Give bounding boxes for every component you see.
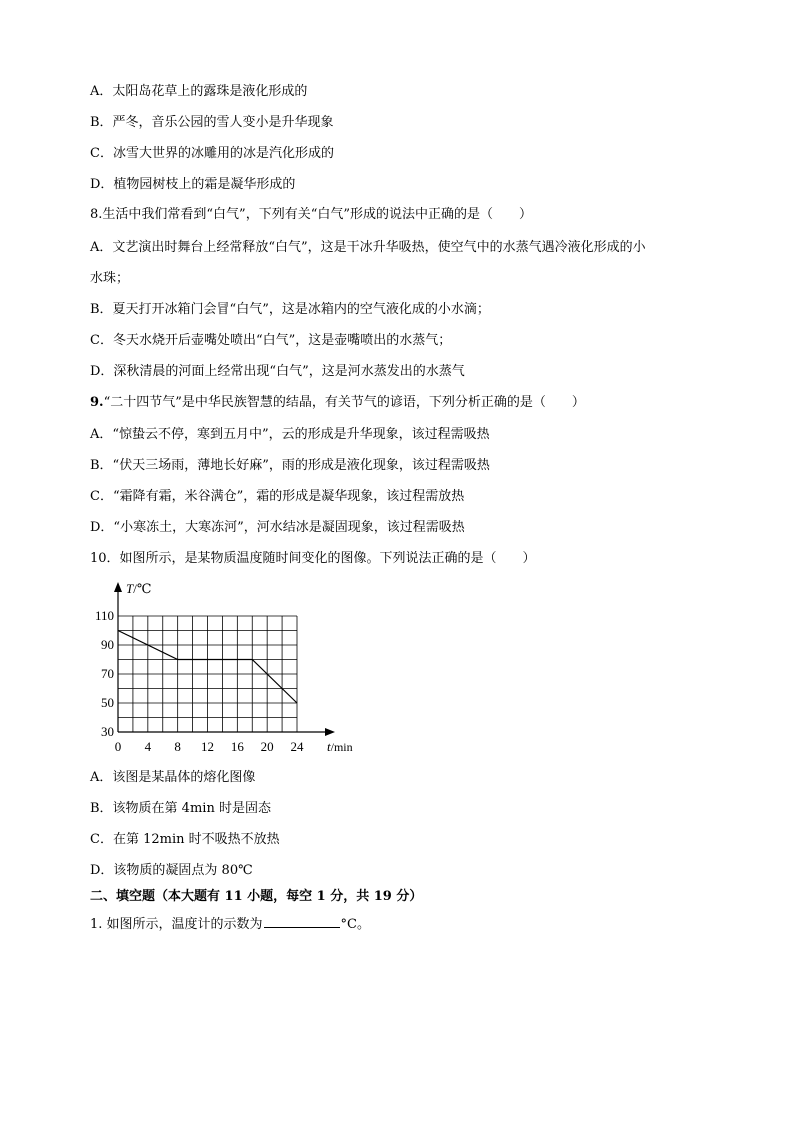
q7-option-b: B．严冬，音乐公园的雪人变小是升华现象 [90,115,334,130]
q10-option-d: D．该物质的凝固点为 80℃ [90,863,253,878]
q8-option-d: D．深秋清晨的河面上经常出现“白气”，这是河水蒸发出的水蒸气 [90,364,465,379]
q7-option-c: C．冰雪大世界的冰雕用的冰是汽化形成的 [90,146,334,161]
x-axis-title [327,739,353,754]
section2-q1 [90,915,370,933]
y-axis-title [126,581,151,596]
answer-blank[interactable] [264,915,340,928]
x-axis-unit: /min [330,740,353,754]
chart-grid [118,616,297,732]
q10-stem: 10．如图所示，是某物质温度随时间变化的图像。下列说法正确的是（ ） [90,551,536,566]
x-tick-label: 16 [230,739,244,754]
q9-stem-line [90,395,585,411]
x-tick-label: 24 [290,739,304,754]
x-tick-label: 8 [174,739,181,754]
x-axis-var: t [327,739,331,754]
y-axis-unit: /℃ [133,581,152,596]
section2-q1-suffix: °C。 [340,917,370,932]
q8-stem: 8.生活中我们常看到“白气”，下列有关“白气”形成的说法中正确的是（ ） [90,207,532,222]
q9-option-c: C．“霜降有霜，米谷满仓”，霜的形成是凝华现象，该过程需放热 [90,489,465,504]
y-tick-label: 90 [101,637,114,652]
x-tick-label: 0 [114,739,122,754]
q7-option-d: D．植物园树枝上的霜是凝华形成的 [90,177,296,192]
y-tick-label: 110 [94,608,114,623]
y-tick-label: 50 [101,695,114,710]
x-tick-label: 12 [201,739,214,754]
q10-option-a: A．该图是某晶体的熔化图像 [90,770,256,785]
q10-option-b: B．该物质在第 4min 时是固态 [90,801,271,816]
q8-option-a-line2: 水珠； [90,271,130,286]
y-tick-label: 70 [101,666,114,681]
y-tick-label: 30 [101,724,114,739]
q9-option-d: D．“小寒冻土，大寒冻河”，河水结冰是凝固现象，该过程需吸热 [90,520,465,535]
section2-q1-prefix: 1. 如图所示，温度计的示数为 [90,917,263,932]
y-axis-var: T [126,581,134,596]
q7-option-a: A．太阳岛花草上的露珠是液化形成的 [90,84,308,99]
x-tick-label: 20 [260,739,274,754]
temperature-time-chart [88,576,368,756]
section2-title: 二、填空题（本大题有 11 小题，每空 1 分，共 19 分） [90,889,423,904]
q9-stem: “二十四节气”是中华民族智慧的结晶，有关节气的谚语，下列分析正确的是（ ） [103,395,585,410]
q8-option-b: B．夏天打开冰箱门会冒“白气”，这是冰箱内的空气液化成的小水滴； [90,302,490,317]
q9-option-a: A．“惊蛰云不停，寒到五月中”，云的形成是升华现象，该过程需吸热 [90,427,490,442]
q9-option-b: B．“伏天三场雨，薄地长好麻”，雨的形成是液化现象，该过程需吸热 [90,458,490,473]
x-axis-arrow [325,728,335,736]
q8-option-c: C．冬天水烧开后壶嘴处喷出“白气”，这是壶嘴喷出的水蒸气； [90,333,452,348]
x-tick-label: 4 [144,739,152,754]
y-axis-arrow [114,582,122,592]
q9-number: 9. [90,395,104,410]
chart-labels [95,581,353,754]
q8-option-a-line1: A．文艺演出时舞台上经常释放“白气”，这是干冰升华吸热，使空气中的水蒸气遇冷液化形成的小 [90,240,646,255]
q10-option-c: C．在第 12min 时不吸热不放热 [90,832,280,847]
